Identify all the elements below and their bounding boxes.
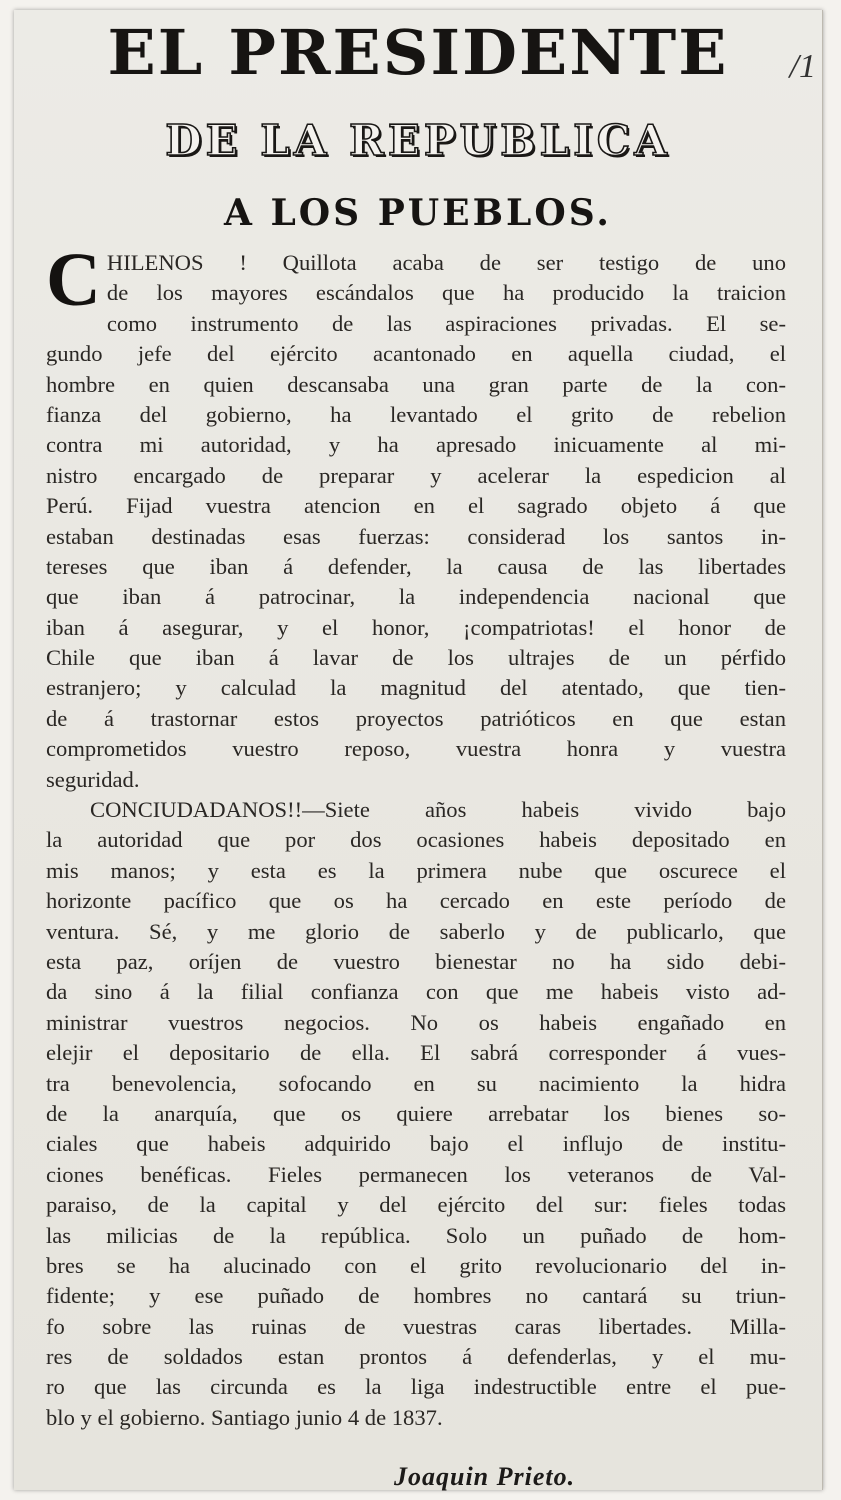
signature: Joaquin Prieto.: [394, 1462, 576, 1491]
text-line: ministrar vuestros negocios. No os habeis engañado en: [46, 1009, 786, 1035]
text-line: ventura. Sé, y me glorio de saberlo y de publicarlo, que: [46, 918, 786, 944]
text-line: como instrumento de las aspiraciones privadas. El se-: [106, 310, 786, 336]
text-line: esta paz, oríjen de vuestro bienestar no ha sido debi-: [46, 948, 786, 974]
text-line: de la anarquía, que os quiere arrebatar los bienes so-: [46, 1100, 786, 1126]
proclamation-body: [46, 238, 786, 1433]
text-line: horizonte pacífico que os ha cercado en este período de: [46, 888, 786, 914]
text-line: res de soldados estan prontos á defenderlas, y el mu-: [46, 1344, 786, 1370]
text-line: Perú. Fijad vuestra atencion en el sagrado objeto á que: [46, 493, 786, 519]
title-line-1: EL PRESIDENTE: [107, 16, 729, 89]
title-line-3: A LOS PUEBLOS.: [224, 192, 612, 234]
text-line: mis manos; y esta es la primera nube que oscurece el: [46, 857, 786, 883]
text-line: las milicias de la república. Solo un puñado de hom-: [46, 1222, 786, 1248]
dropcap: C: [46, 238, 101, 322]
text-line: fianza del gobierno, ha levantado el grito de rebelion: [46, 401, 786, 427]
corner-mark: /1: [789, 48, 816, 85]
text-line: CONCIUDADANOS!!—Siete años habeis vivido bajo: [90, 797, 786, 823]
text-line: de los mayores escándalos que ha producido la traicion: [106, 280, 786, 306]
paragraph-1: [46, 238, 786, 795]
text-line: ciales que habeis adquirido bajo el influjo de institu-: [46, 1131, 786, 1157]
text-line: nistro encargado de preparar y acelerar la espedicion al: [46, 462, 786, 488]
text-line: la autoridad que por dos ocasiones habeis depositado en: [46, 827, 786, 853]
text-line: blo y el gobierno. Santiago junio 4 de 1837.: [46, 1404, 443, 1430]
text-line: que iban á patrocinar, la independencia nacional que: [46, 584, 786, 610]
text-line: ro que las circunda es la liga indestructible entre el pue-: [46, 1374, 786, 1400]
text-line: da sino á la filial confianza con que me habeis visto ad-: [46, 979, 786, 1005]
text-line: fidente; y ese puñado de hombres no cantará su triun-: [46, 1283, 786, 1309]
text-line: ciones benéficas. Fieles permanecen los veteranos de Val-: [46, 1161, 786, 1187]
text-line: HILENOS ! Quillota acaba de ser testigo de uno: [106, 250, 786, 275]
text-line: paraiso, de la capital y del ejército del sur: fieles todas: [46, 1192, 786, 1218]
title-line-2: DE LA REPUBLICA: [165, 116, 671, 165]
text-line: de á trastornar estos proyectos patrióticos en que estan: [46, 705, 786, 731]
text-line: Chile que iban á lavar de los ultrajes de un pérfido: [46, 645, 786, 671]
text-line: contra mi autoridad, y ha apresado inicuamente al mi-: [46, 432, 786, 458]
proclamation-sheet: [14, 10, 823, 1490]
text-line: bres se ha alucinado con el grito revolucionario del in-: [46, 1252, 786, 1278]
text-line: tra benevolencia, sofocando en su nacimiento la hidra: [46, 1070, 786, 1096]
text-line: iban á asegurar, y el honor, ¡compatriotas! el honor de: [46, 614, 786, 640]
paragraph-2: [46, 795, 786, 1433]
text-line: fo sobre las ruinas de vuestras caras libertades. Milla-: [46, 1313, 786, 1339]
text-line: comprometidos vuestro reposo, vuestra honra y vuestra: [46, 736, 786, 762]
text-line: tereses que iban á defender, la causa de las libertades: [46, 553, 786, 579]
text-line: estranjero; y calculad la magnitud del atentado, que tien-: [46, 675, 786, 701]
text-line: estaban destinadas esas fuerzas: considerad los santos in-: [46, 523, 786, 549]
text-line: hombre en quien descansaba una gran parte de la con-: [46, 371, 786, 397]
text-line: elejir el depositario de ella. El sabrá corresponder á vues-: [46, 1040, 786, 1066]
text-line: seguridad.: [46, 766, 140, 792]
text-line: gundo jefe del ejército acantonado en aquella ciudad, el: [46, 341, 786, 367]
